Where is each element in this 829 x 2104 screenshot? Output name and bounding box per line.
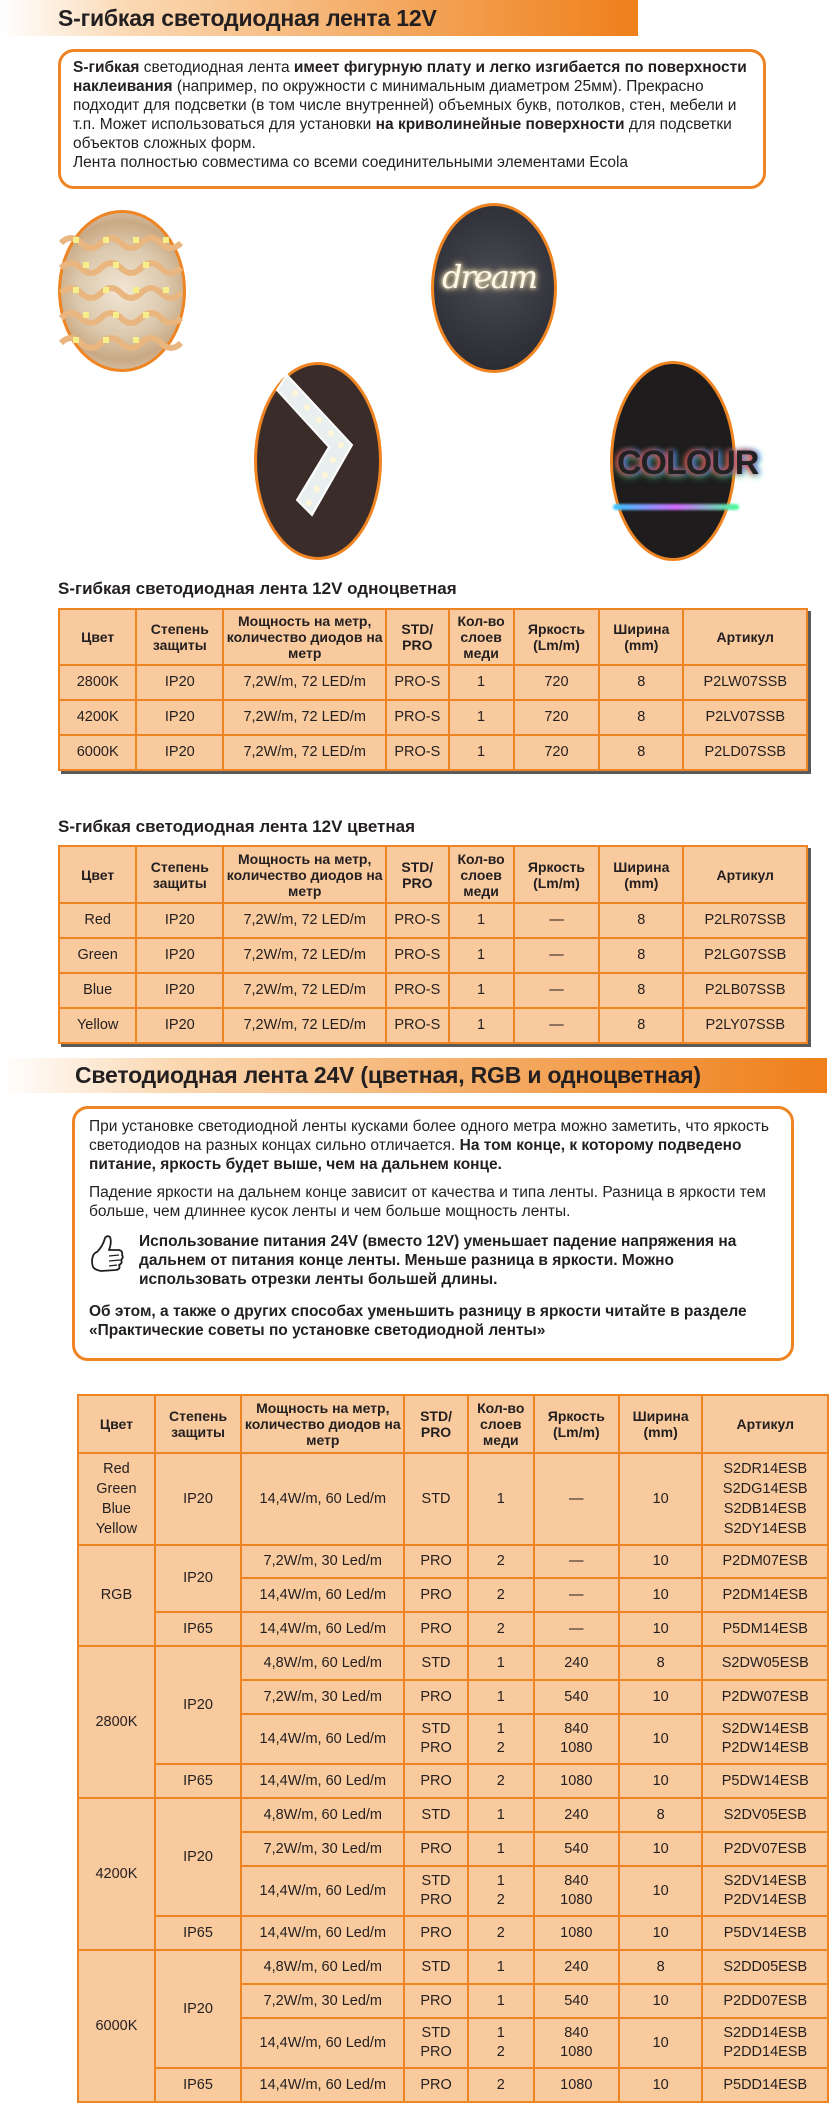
cell-std: PRO-S — [386, 665, 448, 700]
col-header-brightness: Яркость (Lm/m) — [534, 1395, 619, 1453]
cell-std — [404, 1714, 467, 1764]
p1-text: При установке светодиодной ленты кусками более одного метра можно заметить, что яркость светодиодов на разных концах сильно отличается. — [89, 1118, 769, 1154]
layers-pro: 2 — [496, 2044, 505, 2060]
cell-power: 14,4W/m, 60 Led/m — [241, 1866, 404, 1916]
cell-width: 10 — [619, 1714, 703, 1764]
cell-width: 10 — [619, 2068, 703, 2102]
cell-power: 14,4W/m, 60 Led/m — [241, 2018, 404, 2068]
article-green: S2DG14ESB — [722, 1481, 808, 1497]
cell-width: 8 — [599, 1008, 683, 1043]
cell-protection: IP20 — [136, 735, 223, 770]
col-header-article: Артикул — [683, 846, 807, 903]
cell-std: PRO-S — [386, 1008, 448, 1043]
col-header-protection: Степень защиты — [136, 609, 223, 665]
cell-color: 6000K — [78, 1950, 155, 2102]
cell-layers: 1 — [468, 1453, 534, 1545]
cell-width: 8 — [599, 665, 683, 700]
std-value: STD — [421, 1873, 451, 1889]
cell-article: P2LY07SSB — [683, 1008, 807, 1043]
cell-protection: IP20 — [136, 938, 223, 973]
cell-std: STD — [404, 1950, 467, 1984]
article-std: S2DW14ESB — [721, 1721, 809, 1737]
cell-article: P2DW07ESB — [702, 1680, 828, 1714]
article-pro: P2DV14ESB — [723, 1892, 807, 1908]
article-yellow: S2DY14ESB — [723, 1521, 807, 1537]
cell-article — [702, 2018, 828, 2068]
cell-width: 10 — [619, 1578, 703, 1612]
cell-width: 10 — [619, 1545, 703, 1578]
cell-power: 14,4W/m, 60 Led/m — [241, 1916, 404, 1950]
cell-brightness: 240 — [534, 1798, 619, 1832]
cell-power: 7,2W/m, 72 LED/m — [223, 735, 386, 770]
cell-std: PRO — [404, 1545, 467, 1578]
cell-width: 8 — [599, 903, 683, 938]
cell-brightness: 720 — [514, 700, 600, 735]
cell-color: 4200K — [59, 700, 136, 735]
col-header-article: Артикул — [683, 609, 807, 665]
cell-power: 14,4W/m, 60 Led/m — [241, 1578, 404, 1612]
cell-article: P2LD07SSB — [683, 735, 807, 770]
cell-layers — [468, 1866, 534, 1916]
cell-std: STD — [404, 1798, 467, 1832]
intro-bold-1: S-гибкая — [73, 59, 140, 76]
layers-pro: 2 — [496, 1892, 505, 1908]
pro-value: PRO — [420, 1892, 452, 1908]
cell-power: 14,4W/m, 60 Led/m — [241, 1714, 404, 1764]
cell-brightness: 1080 — [534, 2068, 619, 2102]
cell-layers: 1 — [449, 735, 514, 770]
led-strip-illustration — [61, 213, 183, 369]
col-header-article: Артикул — [702, 1395, 828, 1453]
table-header-row — [78, 1395, 828, 1453]
brightness-std: 840 — [564, 2025, 589, 2041]
brightness-std: 840 — [564, 1873, 589, 1889]
cell-article: S2DW05ESB — [702, 1646, 828, 1680]
col-header-layers: Кол-во слоев меди — [468, 1395, 534, 1453]
table3-24v — [77, 1394, 829, 2103]
channel-letter-illustration — [257, 365, 379, 557]
table-row — [59, 1008, 807, 1043]
colour-glow-text: COLOUR — [617, 444, 759, 482]
cell-width: 10 — [619, 1680, 703, 1714]
article-pro: P2DW14ESB — [721, 1740, 809, 1756]
cell-power: 14,4W/m, 60 Led/m — [241, 1764, 404, 1798]
intro-bold-3: на криволинейные поверхности — [375, 116, 625, 133]
cell-article-list — [702, 1453, 828, 1545]
table1-monochrome-12v — [58, 608, 808, 771]
cell-brightness: 720 — [514, 735, 600, 770]
cell-protection: IP20 — [136, 973, 223, 1008]
cell-power: 7,2W/m, 72 LED/m — [223, 973, 386, 1008]
layers-std: 1 — [496, 1721, 505, 1737]
cell-brightness: 540 — [534, 1680, 619, 1714]
cell-article: P2DM07ESB — [702, 1545, 828, 1578]
cell-std: PRO — [404, 1984, 467, 2018]
cell-std: PRO — [404, 1916, 467, 1950]
table-header-row — [59, 609, 807, 665]
cell-color: RGB — [78, 1545, 155, 1646]
table-row — [59, 903, 807, 938]
cell-brightness: 240 — [534, 1646, 619, 1680]
brightness-pro: 1080 — [560, 1892, 593, 1908]
col-header-protection: Степень защиты — [155, 1395, 241, 1453]
table-row — [78, 1950, 828, 1984]
cell-color: Blue — [59, 973, 136, 1008]
cell-layers: 1 — [468, 1984, 534, 2018]
cell-std: PRO — [404, 1612, 467, 1646]
thumbs-up-icon — [89, 1234, 125, 1276]
intro-text-1: светодиодная лента — [139, 59, 294, 76]
photo-colour-sign — [610, 361, 759, 561]
table-row — [78, 1646, 828, 1680]
cell-brightness: 240 — [534, 1950, 619, 1984]
cell-layers: 1 — [468, 1950, 534, 1984]
table-row — [59, 665, 807, 700]
article-std: S2DV14ESB — [723, 1873, 807, 1889]
cell-power: 7,2W/m, 30 Led/m — [241, 1680, 404, 1714]
section1-intro-paragraph — [73, 58, 751, 153]
cell-layers: 2 — [468, 1545, 534, 1578]
cell-width: 10 — [619, 1612, 703, 1646]
cell-std — [404, 2018, 467, 2068]
cell-article: P5DD14ESB — [702, 2068, 828, 2102]
p1-bold: На том конце, к которому подведено питание, яркость будет выше, чем на дальнем конце. — [89, 1137, 742, 1173]
dream-glow-text: dream — [442, 258, 537, 296]
cell-article: P2DD07ESB — [702, 1984, 828, 2018]
cell-protection: IP20 — [155, 1950, 241, 2068]
table-row — [59, 938, 807, 973]
brightness-pro: 1080 — [560, 2044, 593, 2060]
cell-layers: 2 — [468, 2068, 534, 2102]
cell-brightness: 1080 — [534, 1916, 619, 1950]
section2-paragraph-2: Падение яркости на дальнем конце зависит от качества и типа ленты. Разница в яркости тем больше, чем длиннее кусок ленты и чем больше мощность ленты. — [89, 1184, 766, 1220]
cell-protection: IP65 — [155, 1612, 241, 1646]
cell-power: 7,2W/m, 72 LED/m — [223, 700, 386, 735]
table-row — [59, 735, 807, 770]
cell-power: 14,4W/m, 60 Led/m — [241, 2068, 404, 2102]
table-row — [78, 1916, 828, 1950]
cell-brightness: 1080 — [534, 1764, 619, 1798]
cell-article: P5DW14ESB — [702, 1764, 828, 1798]
cell-brightness: — — [534, 1453, 619, 1545]
std-value: STD — [421, 2025, 451, 2041]
section2-info-box — [72, 1106, 794, 1361]
section1-header-band — [0, 0, 638, 36]
cell-width: 8 — [599, 938, 683, 973]
cell-color: Yellow — [59, 1008, 136, 1043]
cell-width: 8 — [599, 735, 683, 770]
std-value: STD — [421, 1721, 451, 1737]
table-row — [78, 2068, 828, 2102]
col-header-color: Цвет — [78, 1395, 155, 1453]
cell-power: 14,4W/m, 60 Led/m — [241, 1453, 404, 1545]
intro-text-3: для подсветки объектов сложных форм. — [73, 116, 732, 152]
col-header-std-pro: STD/ PRO — [404, 1395, 467, 1453]
cell-std: PRO — [404, 1764, 467, 1798]
brightness-std: 840 — [564, 1721, 589, 1737]
cell-protection: IP65 — [155, 2068, 241, 2102]
section2-title: Светодиодная лента 24V (цветная, RGB и одноцветная) — [75, 1062, 701, 1088]
pro-value: PRO — [420, 2044, 452, 2060]
cell-article — [702, 1714, 828, 1764]
cell-width: 8 — [619, 1798, 703, 1832]
cell-power: 7,2W/m, 72 LED/m — [223, 665, 386, 700]
cell-layers: 1 — [468, 1646, 534, 1680]
table-row — [78, 1764, 828, 1798]
section1-compat-note: Лента полностью совместима со всеми соединительными элементами Ecola — [73, 154, 629, 171]
cell-protection: IP20 — [155, 1798, 241, 1916]
cell-brightness: — — [514, 1008, 600, 1043]
cell-brightness — [534, 1714, 619, 1764]
cell-protection: IP20 — [155, 1545, 241, 1612]
tip-block — [89, 1232, 777, 1289]
photo-s-flex-strip-reel — [58, 210, 186, 372]
cell-brightness: 720 — [514, 665, 600, 700]
cell-color: 2800K — [59, 665, 136, 700]
cell-width: 10 — [619, 1832, 703, 1866]
table2-colored-12v — [58, 845, 808, 1044]
article-red: S2DR14ESB — [723, 1461, 808, 1477]
intro-text-2: (например, по окружности с минимальным диаметром 25мм). Прекрасно подходит для подсветки (в том числе внутренней) объемных букв, потолков, стен, мебели и т.п. Может использоваться для установки — [73, 78, 737, 133]
table-row-colored — [78, 1453, 828, 1545]
article-blue: S2DB14ESB — [723, 1501, 807, 1517]
cell-brightness: 540 — [534, 1832, 619, 1866]
pro-value: PRO — [420, 1740, 452, 1756]
cell-width: 8 — [619, 1950, 703, 1984]
brightness-pro: 1080 — [560, 1740, 593, 1756]
color-green: Green — [96, 1481, 137, 1497]
cell-power: 4,8W/m, 60 Led/m — [241, 1646, 404, 1680]
cell-protection: IP20 — [155, 1646, 241, 1764]
cell-protection: IP65 — [155, 1764, 241, 1798]
cell-std: PRO — [404, 2068, 467, 2102]
col-header-power: Мощность на метр, количество диодов на метр — [223, 846, 386, 903]
cell-layers: 1 — [449, 665, 514, 700]
cell-color: Green — [59, 938, 136, 973]
cell-brightness: — — [534, 1545, 619, 1578]
layers-pro: 2 — [496, 1740, 505, 1756]
article-std: S2DD14ESB — [723, 2025, 808, 2041]
cell-protection: IP20 — [155, 1453, 241, 1545]
col-header-protection: Степень защиты — [136, 846, 223, 903]
cell-layers — [468, 1714, 534, 1764]
cell-std: STD — [404, 1453, 467, 1545]
cell-width: 10 — [619, 2018, 703, 2068]
cell-protection: IP20 — [136, 700, 223, 735]
layers-std: 1 — [496, 2025, 505, 2041]
cell-article: S2DV05ESB — [702, 1798, 828, 1832]
colour-glow-line — [613, 504, 739, 510]
cell-layers: 2 — [468, 1916, 534, 1950]
table-row — [78, 1798, 828, 1832]
col-header-std-pro: STD/ PRO — [386, 846, 448, 903]
cell-width: 10 — [619, 1984, 703, 2018]
cell-article: P2LW07SSB — [683, 665, 807, 700]
color-blue: Blue — [101, 1501, 131, 1517]
cell-brightness: — — [514, 903, 600, 938]
cell-brightness: — — [534, 1578, 619, 1612]
cell-power: 4,8W/m, 60 Led/m — [241, 1798, 404, 1832]
cell-power: 4,8W/m, 60 Led/m — [241, 1950, 404, 1984]
cell-article: S2DD05ESB — [702, 1950, 828, 1984]
cell-layers: 2 — [468, 1612, 534, 1646]
color-yellow: Yellow — [95, 1521, 138, 1537]
cell-color: 2800K — [78, 1646, 155, 1798]
cell-brightness: — — [514, 938, 600, 973]
table-header-row — [59, 846, 807, 903]
cell-power: 7,2W/m, 72 LED/m — [223, 1008, 386, 1043]
cell-protection: IP65 — [155, 1916, 241, 1950]
col-header-color: Цвет — [59, 846, 136, 903]
cell-width: 8 — [599, 700, 683, 735]
cell-layers: 2 — [468, 1578, 534, 1612]
cell-layers: 1 — [449, 903, 514, 938]
col-header-color: Цвет — [59, 609, 136, 665]
color-red: Red — [103, 1461, 130, 1477]
table1-title: S-гибкая светодиодная лента 12V одноцветная — [58, 579, 457, 598]
cell-article: P2DM14ESB — [702, 1578, 828, 1612]
cell-article — [702, 1866, 828, 1916]
cell-width: 10 — [619, 1764, 703, 1798]
col-header-width: Ширина (mm) — [619, 1395, 703, 1453]
cell-layers: 1 — [468, 1680, 534, 1714]
cell-width: 10 — [619, 1866, 703, 1916]
cell-color: 4200K — [78, 1798, 155, 1950]
col-header-power: Мощность на метр, количество диодов на метр — [223, 609, 386, 665]
cell-article: P5DV14ESB — [702, 1916, 828, 1950]
cell-layers: 1 — [449, 973, 514, 1008]
cell-protection: IP20 — [136, 903, 223, 938]
cell-power: 7,2W/m, 30 Led/m — [241, 1984, 404, 2018]
table-row — [59, 700, 807, 735]
cell-layers: 2 — [468, 1764, 534, 1798]
cell-width: 8 — [599, 973, 683, 1008]
table-row — [78, 1612, 828, 1646]
cell-article: P2DV07ESB — [702, 1832, 828, 1866]
cell-std: PRO — [404, 1832, 467, 1866]
cell-std: PRO-S — [386, 735, 448, 770]
cell-std: PRO — [404, 1578, 467, 1612]
cell-width: 8 — [619, 1646, 703, 1680]
cell-brightness: — — [534, 1612, 619, 1646]
col-header-brightness: Яркость (Lm/m) — [514, 609, 600, 665]
cell-article: P2LR07SSB — [683, 903, 807, 938]
cell-layers: 1 — [468, 1798, 534, 1832]
article-pro: P2DD14ESB — [723, 2044, 808, 2060]
table-row — [78, 1545, 828, 1578]
cell-color: 6000K — [59, 735, 136, 770]
section1-intro-box — [58, 49, 766, 189]
col-header-layers: Кол-во слоев меди — [449, 846, 514, 903]
photo-dream-lettering — [431, 203, 557, 373]
cell-layers: 1 — [449, 938, 514, 973]
cell-power: 7,2W/m, 30 Led/m — [241, 1545, 404, 1578]
section1-title: S-гибкая светодиодная лента 12V — [58, 5, 437, 31]
section2-paragraph-1 — [89, 1117, 777, 1174]
section2-paragraph-3: Об этом, а также о других способах уменьшить разницу в яркости читайте в разделе «Практические советы по установке светодиодной ленты» — [89, 1303, 747, 1339]
photo-channel-letter-strip — [254, 362, 382, 560]
cell-layers — [468, 2018, 534, 2068]
col-header-brightness: Яркость (Lm/m) — [514, 846, 600, 903]
cell-brightness: 540 — [534, 1984, 619, 2018]
cell-color: Red — [59, 903, 136, 938]
cell-layers: 1 — [449, 700, 514, 735]
layers-std: 1 — [496, 1873, 505, 1889]
cell-color-list — [78, 1453, 155, 1545]
cell-article: P2LG07SSB — [683, 938, 807, 973]
cell-std: PRO-S — [386, 973, 448, 1008]
cell-std: PRO-S — [386, 938, 448, 973]
cell-protection: IP20 — [136, 665, 223, 700]
col-header-power: Мощность на метр, количество диодов на метр — [241, 1395, 404, 1453]
col-header-std-pro: STD/ PRO — [386, 609, 448, 665]
cell-article: P2LB07SSB — [683, 973, 807, 1008]
col-header-width: Ширина (mm) — [599, 846, 683, 903]
cell-width: 10 — [619, 1916, 703, 1950]
cell-std: STD — [404, 1646, 467, 1680]
table-row — [59, 973, 807, 1008]
section2-header-band — [0, 1058, 827, 1093]
cell-brightness — [534, 1866, 619, 1916]
table2-title: S-гибкая светодиодная лента 12V цветная — [58, 817, 416, 836]
cell-layers: 1 — [449, 1008, 514, 1043]
cell-std: PRO — [404, 1680, 467, 1714]
intro-bold-2: имеет фигурную плату и легко изгибается по поверхности наклеивания — [73, 59, 747, 95]
col-header-layers: Кол-во слоев меди — [449, 609, 514, 665]
cell-power: 14,4W/m, 60 Led/m — [241, 1612, 404, 1646]
cell-std — [404, 1866, 467, 1916]
cell-article: P5DM14ESB — [702, 1612, 828, 1646]
cell-brightness — [534, 2018, 619, 2068]
col-header-width: Ширина (mm) — [599, 609, 683, 665]
cell-std: PRO-S — [386, 903, 448, 938]
cell-width: 10 — [619, 1453, 703, 1545]
cell-std: PRO-S — [386, 700, 448, 735]
cell-brightness: — — [514, 973, 600, 1008]
tip-text: Использование питания 24V (вместо 12V) уменьшает падение напряжения на дальнем от питания конце ленты. Меньше разница в яркости. Можно использовать отрезки ленты большей длины. — [139, 1233, 737, 1288]
cell-layers: 1 — [468, 1832, 534, 1866]
cell-power: 7,2W/m, 72 LED/m — [223, 903, 386, 938]
cell-protection: IP20 — [136, 1008, 223, 1043]
cell-article: P2LV07SSB — [683, 700, 807, 735]
cell-power: 7,2W/m, 72 LED/m — [223, 938, 386, 973]
cell-power: 7,2W/m, 30 Led/m — [241, 1832, 404, 1866]
